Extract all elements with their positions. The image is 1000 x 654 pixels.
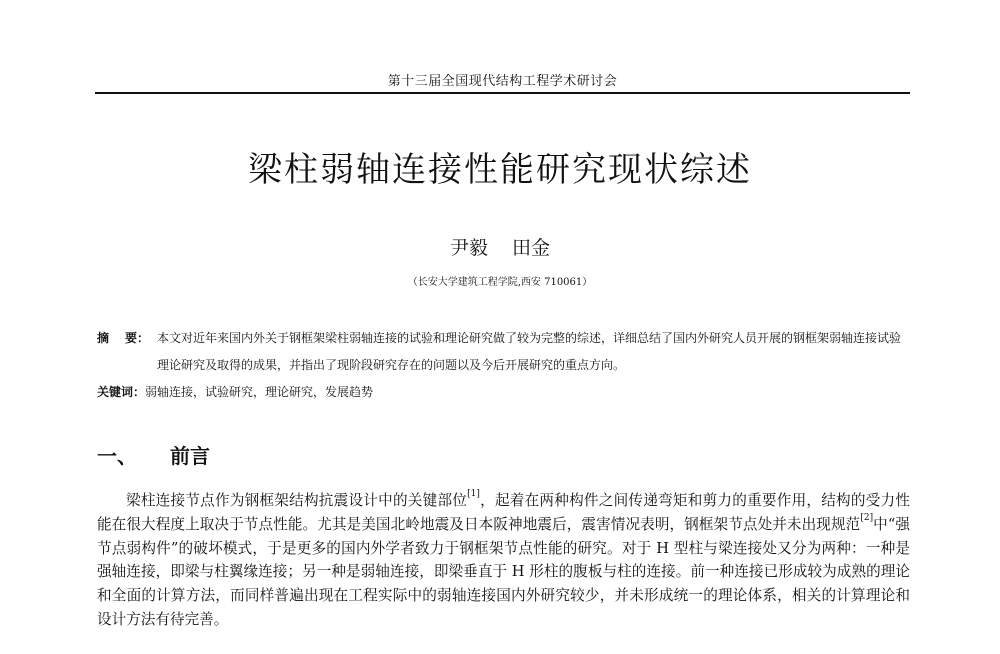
abstract-label-char1: 摘 [97, 331, 110, 345]
intro-text-3: 中“强节点弱构件”的破坏模式，于是更多的国内外学者致力于钢框架节点性能的研究。对于 H 型柱与梁连接处又分为两种：一种是强轴连接，即梁与柱翼缘连接；另一种是弱轴连接，即梁垂直于 H 形柱的腹板与柱的连接。前一种连接已形成较为成熟的理论和全面的计算方法，而同样普遍出现在工程实际中的弱轴连接国内外研究较少，并未形成统一的理论体系，相关的计算理论和设计方法有待完善。 [97, 515, 910, 628]
affiliation: （长安大学建筑工程学院,西安 710061） [407, 277, 593, 288]
body-text [97, 489, 910, 632]
running-header: 第十三届全国现代结构工程学术研讨会 [387, 74, 618, 89]
section-number: 一、 [97, 444, 137, 468]
citation-1: [1] [467, 489, 480, 499]
section-heading [97, 440, 210, 469]
intro-text-1: 梁柱连接节点作为钢框架结构抗震设计中的关键部位 [126, 492, 468, 509]
section-title: 前言 [170, 444, 210, 468]
citation-2: [2] [860, 512, 874, 523]
abstract-row [97, 325, 912, 379]
authors: 尹毅 田金 [449, 237, 551, 259]
paper-title: 梁柱弱轴连接性能研究现状综述 [248, 150, 752, 190]
intro-paragraph [97, 489, 910, 632]
intro-text-2: ，起着在两种构件之间传递弯矩和剪力的重要作用，结构的受力性能在很大程度上取决于节点性能。尤其是美国北岭地震及日本阪神地震后，震害情况表明，钢框架节点处并未出现规范 [97, 492, 910, 533]
keywords-row [97, 379, 912, 406]
keywords-text: 弱轴连接，试验研究，理论研究，发展趋势 [145, 385, 374, 399]
header-rule [95, 92, 910, 94]
abstract-block [97, 325, 912, 406]
keywords-label: 关键词： [97, 385, 146, 399]
abstract-label-char2: 要： [125, 331, 150, 345]
abstract-text: 本文对近年来国内外关于钢框架梁柱弱轴连接的试验和理论研究做了较为完整的综述，详细总结了国内外研究人员开展的钢框架弱轴连接试验理论研究及取得的成果，并指出了现阶段研究存在的问题以及今后开展研究的重点方向。 [157, 331, 902, 372]
abstract-label [97, 325, 157, 379]
